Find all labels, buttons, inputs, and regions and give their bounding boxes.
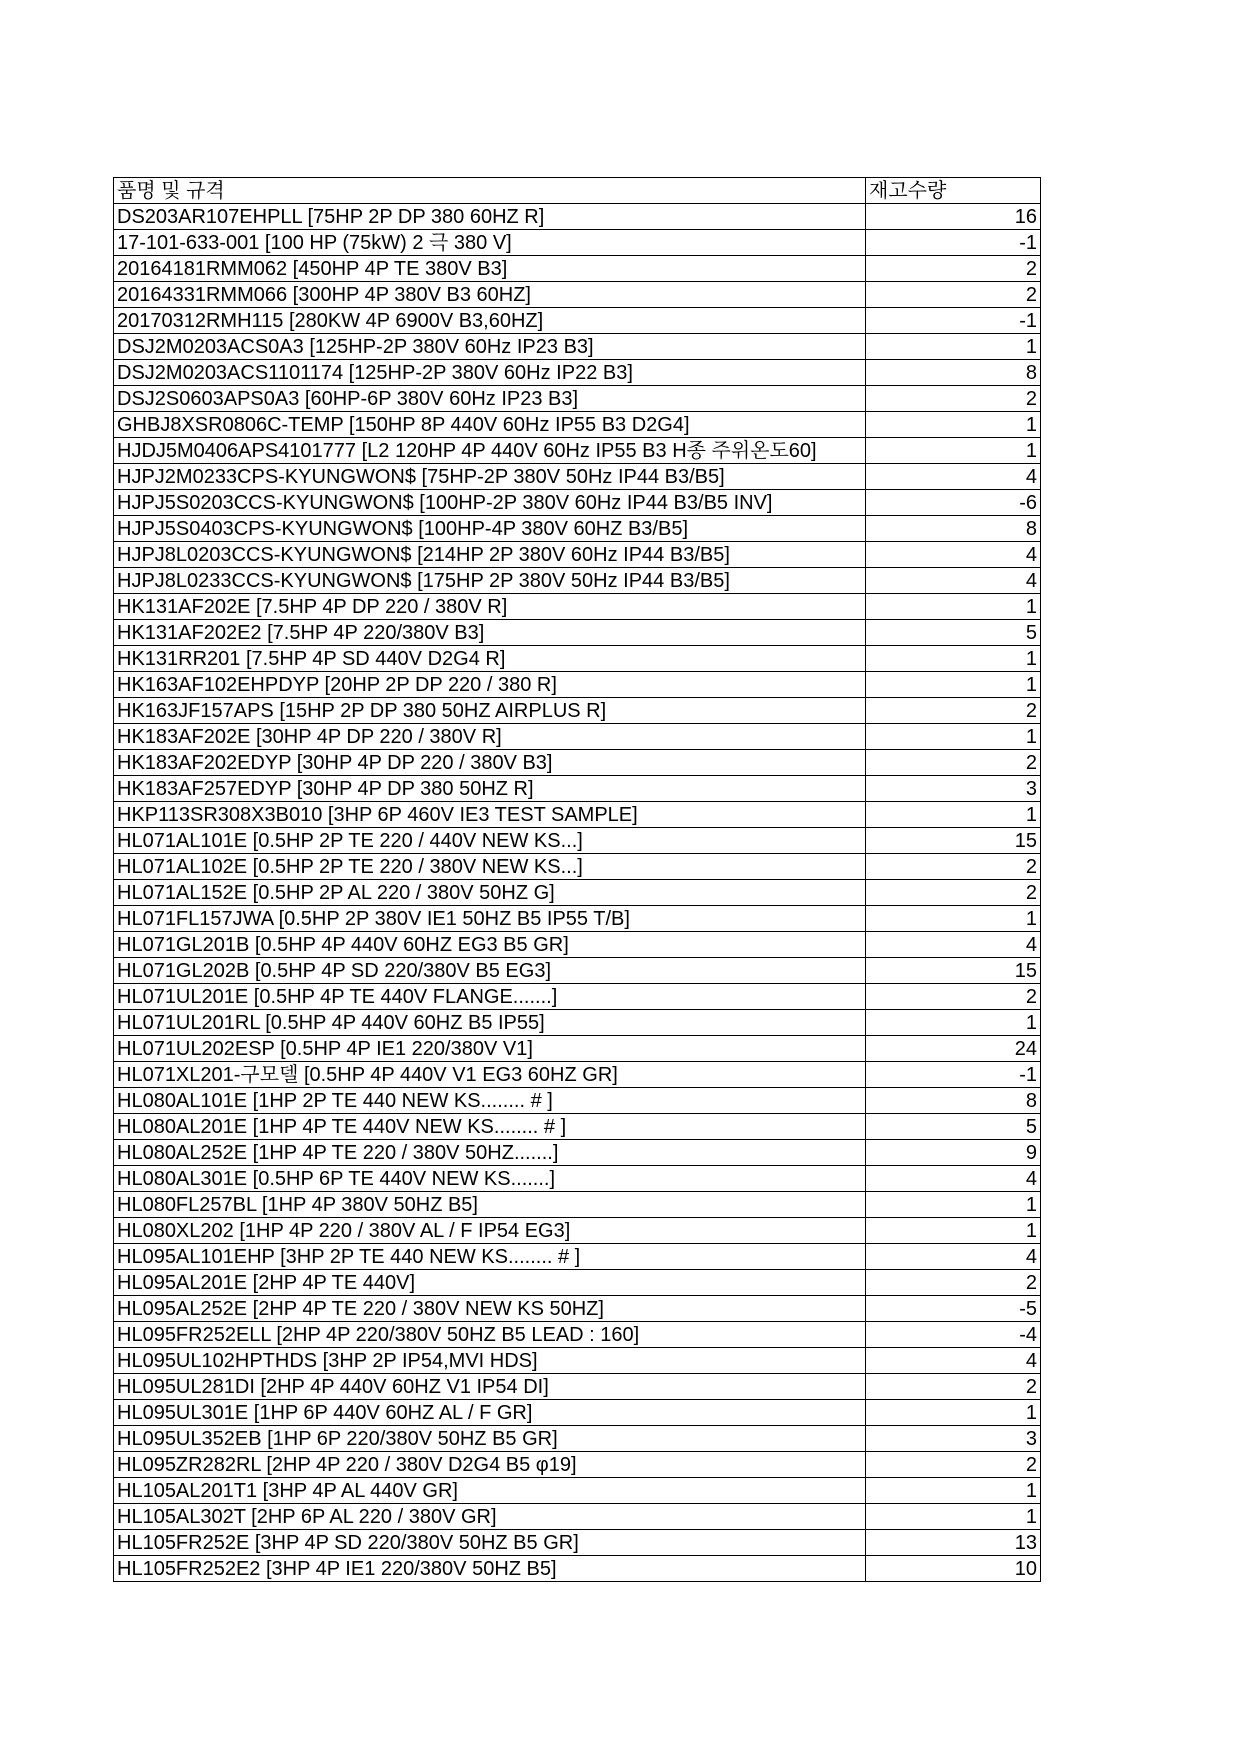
item-name-cell: DSJ2M0203ACS1101174 [125HP-2P 380V 60Hz IP22 B3] [114,360,866,386]
stock-qty-cell: 3 [866,776,1041,802]
stock-qty-cell: 13 [866,1530,1041,1556]
item-name-cell: HL105FR252E [3HP 4P SD 220/380V 50HZ B5 GR] [114,1530,866,1556]
table-body [114,204,1041,1582]
stock-qty-cell: 10 [866,1556,1041,1582]
table-row [114,1452,1041,1478]
table-row [114,230,1041,256]
stock-qty-cell: 1 [866,1504,1041,1530]
table-row [114,854,1041,880]
stock-qty-cell: 2 [866,282,1041,308]
stock-qty-cell: 4 [866,568,1041,594]
stock-qty-cell: 15 [866,958,1041,984]
stock-qty-cell: 3 [866,1426,1041,1452]
item-name-cell: HL080AL252E [1HP 4P TE 220 / 380V 50HZ.......] [114,1140,866,1166]
stock-qty-cell: 1 [866,1400,1041,1426]
stock-qty-cell: 2 [866,698,1041,724]
item-name-cell: HL071AL152E [0.5HP 2P AL 220 / 380V 50HZ G] [114,880,866,906]
item-name-cell: HK183AF257EDYP [30HP 4P DP 380 50HZ R] [114,776,866,802]
stock-qty-cell: 1 [866,672,1041,698]
table-row [114,386,1041,412]
item-name-cell: HL095AL101EHP [3HP 2P TE 440 NEW KS........ # ] [114,1244,866,1270]
item-name-cell: HL071FL157JWA [0.5HP 2P 380V IE1 50HZ B5 IP55 T/B] [114,906,866,932]
table-row [114,932,1041,958]
stock-qty-cell: 2 [866,984,1041,1010]
item-name-cell: HL071UL202ESP [0.5HP 4P IE1 220/380V V1] [114,1036,866,1062]
table-row [114,1556,1041,1582]
table-row [114,828,1041,854]
stock-qty-cell: 24 [866,1036,1041,1062]
stock-qty-cell: 1 [866,1192,1041,1218]
table-row [114,1010,1041,1036]
item-name-cell: HK131AF202E [7.5HP 4P DP 220 / 380V R] [114,594,866,620]
item-name-cell: HL095UL281DI [2HP 4P 440V 60HZ V1 IP54 DI] [114,1374,866,1400]
table-row [114,1296,1041,1322]
column-header-name: 품명 및 규격 [114,178,866,204]
item-name-cell: HL080XL202 [1HP 4P 220 / 380V AL / F IP54 EG3] [114,1218,866,1244]
stock-qty-cell: 9 [866,1140,1041,1166]
item-name-cell: HK163JF157APS [15HP 2P DP 380 50HZ AIRPLUS R] [114,698,866,724]
table-row [114,1348,1041,1374]
stock-qty-cell: 1 [866,802,1041,828]
item-name-cell: HJDJ5M0406APS4101777 [L2 120HP 4P 440V 60Hz IP55 B3 H종 주위온도60] [114,438,866,464]
table-row [114,672,1041,698]
stock-qty-cell: 16 [866,204,1041,230]
item-name-cell: HL080AL301E [0.5HP 6P TE 440V NEW KS.......] [114,1166,866,1192]
item-name-cell: DS203AR107EHPLL [75HP 2P DP 380 60HZ R] [114,204,866,230]
item-name-cell: HL080FL257BL [1HP 4P 380V 50HZ B5] [114,1192,866,1218]
item-name-cell: HL071GL202B [0.5HP 4P SD 220/380V B5 EG3] [114,958,866,984]
item-name-cell: HL071UL201E [0.5HP 4P TE 440V FLANGE.......] [114,984,866,1010]
item-name-cell: HJPJ8L0203CCS-KYUNGWON$ [214HP 2P 380V 60Hz IP44 B3/B5] [114,542,866,568]
item-name-cell: GHBJ8XSR0806C-TEMP [150HP 8P 440V 60Hz IP55 B3 D2G4] [114,412,866,438]
stock-qty-cell: 1 [866,1010,1041,1036]
table-row [114,1218,1041,1244]
table-row [114,568,1041,594]
table-row [114,698,1041,724]
stock-qty-cell: 8 [866,1088,1041,1114]
table-row [114,1504,1041,1530]
stock-qty-cell: 8 [866,516,1041,542]
stock-qty-cell: -1 [866,1062,1041,1088]
table-row [114,1270,1041,1296]
stock-qty-cell: 4 [866,932,1041,958]
stock-qty-cell: 1 [866,594,1041,620]
stock-qty-cell: -1 [866,230,1041,256]
column-header-qty: 재고수량 [866,178,1041,204]
table-row [114,1322,1041,1348]
item-name-cell: HL095AL252E [2HP 4P TE 220 / 380V NEW KS 50HZ] [114,1296,866,1322]
table-row [114,1036,1041,1062]
stock-qty-cell: 2 [866,750,1041,776]
stock-qty-cell: 1 [866,1218,1041,1244]
table-row [114,646,1041,672]
item-name-cell: HL095UL352EB [1HP 6P 220/380V 50HZ B5 GR] [114,1426,866,1452]
stock-qty-cell: 4 [866,1166,1041,1192]
stock-qty-cell: 4 [866,542,1041,568]
item-name-cell: HL080AL101E [1HP 2P TE 440 NEW KS........ # ] [114,1088,866,1114]
stock-qty-cell: 1 [866,646,1041,672]
item-name-cell: DSJ2S0603APS0A3 [60HP-6P 380V 60Hz IP23 B3] [114,386,866,412]
table-row [114,1192,1041,1218]
table-row [114,594,1041,620]
stock-qty-cell: 2 [866,1452,1041,1478]
table-row [114,490,1041,516]
stock-qty-cell: 2 [866,386,1041,412]
stock-qty-cell: 4 [866,1348,1041,1374]
table-row [114,438,1041,464]
stock-qty-cell: 5 [866,1114,1041,1140]
table-row [114,282,1041,308]
item-name-cell: 20164331RMM066 [300HP 4P 380V B3 60HZ] [114,282,866,308]
table-row [114,1140,1041,1166]
table-row [114,880,1041,906]
item-name-cell: HL105FR252E2 [3HP 4P IE1 220/380V 50HZ B5] [114,1556,866,1582]
item-name-cell: 20170312RMH115 [280KW 4P 6900V B3,60HZ] [114,308,866,334]
item-name-cell: HL095UL102HPTHDS [3HP 2P IP54,MVI HDS] [114,1348,866,1374]
stock-qty-cell: 8 [866,360,1041,386]
table-header-row [114,178,1041,204]
table-row [114,1426,1041,1452]
item-name-cell: HL071AL102E [0.5HP 2P TE 220 / 380V NEW KS...] [114,854,866,880]
table-row [114,516,1041,542]
table-row [114,1062,1041,1088]
inventory-table [113,177,1041,1582]
item-name-cell: DSJ2M0203ACS0A3 [125HP-2P 380V 60Hz IP23 B3] [114,334,866,360]
item-name-cell: 17-101-633-001 [100 HP (75kW) 2 극 380 V] [114,230,866,256]
stock-qty-cell: 5 [866,620,1041,646]
table-row [114,750,1041,776]
item-name-cell: HL071GL201B [0.5HP 4P 440V 60HZ EG3 B5 GR] [114,932,866,958]
table-row [114,542,1041,568]
stock-qty-cell: 4 [866,1244,1041,1270]
table-row [114,412,1041,438]
table-row [114,620,1041,646]
item-name-cell: HL105AL302T [2HP 6P AL 220 / 380V GR] [114,1504,866,1530]
table-row [114,906,1041,932]
item-name-cell: HK131RR201 [7.5HP 4P SD 440V D2G4 R] [114,646,866,672]
table-row [114,308,1041,334]
table-row [114,1088,1041,1114]
item-name-cell: HJPJ8L0233CCS-KYUNGWON$ [175HP 2P 380V 50Hz IP44 B3/B5] [114,568,866,594]
item-name-cell: HL095ZR282RL [2HP 4P 220 / 380V D2G4 B5 φ19] [114,1452,866,1478]
table-row [114,464,1041,490]
item-name-cell: HJPJ2M0233CPS-KYUNGWON$ [75HP-2P 380V 50Hz IP44 B3/B5] [114,464,866,490]
table-row [114,776,1041,802]
stock-qty-cell: 2 [866,854,1041,880]
stock-qty-cell: 2 [866,1374,1041,1400]
item-name-cell: HL071AL101E [0.5HP 2P TE 220 / 440V NEW KS...] [114,828,866,854]
item-name-cell: HL095AL201E [2HP 4P TE 440V] [114,1270,866,1296]
table-row [114,1166,1041,1192]
item-name-cell: HL071UL201RL [0.5HP 4P 440V 60HZ B5 IP55] [114,1010,866,1036]
item-name-cell: 20164181RMM062 [450HP 4P TE 380V B3] [114,256,866,282]
item-name-cell: HK163AF102EHPDYP [20HP 2P DP 220 / 380 R] [114,672,866,698]
item-name-cell: HK183AF202EDYP [30HP 4P DP 220 / 380V B3] [114,750,866,776]
stock-qty-cell: 1 [866,412,1041,438]
item-name-cell: HL080AL201E [1HP 4P TE 440V NEW KS........ # ] [114,1114,866,1140]
table-row [114,256,1041,282]
stock-qty-cell: 1 [866,724,1041,750]
item-name-cell: HL095UL301E [1HP 6P 440V 60HZ AL / F GR] [114,1400,866,1426]
table-row [114,1478,1041,1504]
item-name-cell: HL105AL201T1 [3HP 4P AL 440V GR] [114,1478,866,1504]
stock-qty-cell: 1 [866,438,1041,464]
stock-qty-cell: 4 [866,464,1041,490]
table-row [114,1374,1041,1400]
table-row [114,1114,1041,1140]
table-row [114,1530,1041,1556]
stock-qty-cell: 2 [866,880,1041,906]
item-name-cell: HJPJ5S0403CPS-KYUNGWON$ [100HP-4P 380V 60HZ B3/B5] [114,516,866,542]
table-row [114,1400,1041,1426]
stock-qty-cell: 1 [866,334,1041,360]
stock-qty-cell: 2 [866,256,1041,282]
item-name-cell: HL071XL201-구모델 [0.5HP 4P 440V V1 EG3 60HZ GR] [114,1062,866,1088]
table-row [114,958,1041,984]
stock-qty-cell: 1 [866,1478,1041,1504]
table-row [114,984,1041,1010]
table-row [114,334,1041,360]
stock-qty-cell: -4 [866,1322,1041,1348]
stock-qty-cell: 2 [866,1270,1041,1296]
table-row [114,1244,1041,1270]
table-row [114,802,1041,828]
table-row [114,724,1041,750]
item-name-cell: HKP113SR308X3B010 [3HP 6P 460V IE3 TEST SAMPLE] [114,802,866,828]
stock-qty-cell: -1 [866,308,1041,334]
stock-qty-cell: -6 [866,490,1041,516]
stock-qty-cell: 1 [866,906,1041,932]
table-row [114,204,1041,230]
item-name-cell: HL095FR252ELL [2HP 4P 220/380V 50HZ B5 LEAD : 160] [114,1322,866,1348]
item-name-cell: HK131AF202E2 [7.5HP 4P 220/380V B3] [114,620,866,646]
table-row [114,360,1041,386]
item-name-cell: HJPJ5S0203CCS-KYUNGWON$ [100HP-2P 380V 60Hz IP44 B3/B5 INV] [114,490,866,516]
stock-qty-cell: 15 [866,828,1041,854]
item-name-cell: HK183AF202E [30HP 4P DP 220 / 380V R] [114,724,866,750]
stock-qty-cell: -5 [866,1296,1041,1322]
